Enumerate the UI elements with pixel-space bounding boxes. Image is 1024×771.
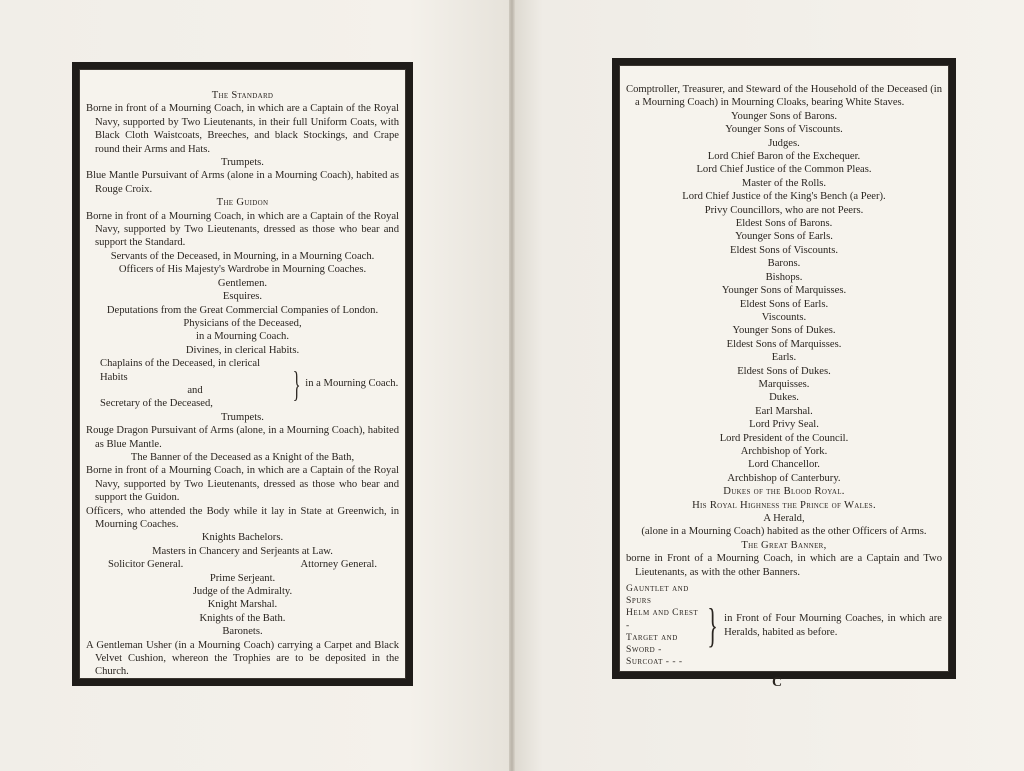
text-line: Officers of His Majesty's Wardrobe in Mourning Coaches.: [118, 264, 367, 276]
brace-left-line: Gauntlet and Spurs: [626, 583, 689, 607]
brace-left-line: Target and Sword -: [626, 631, 678, 656]
book-gutter: [509, 0, 515, 771]
text-line: Masters in Chancery and Serjeants at Law.: [152, 545, 333, 557]
text-line: Officers, who attended the Body while it lay in State at Greenwich, in Mourning Coaches.: [86, 505, 399, 530]
text-line: Archbishop of Canterbury.: [727, 472, 841, 484]
attorney-general-text: Attorney General.: [300, 559, 377, 571]
left-page-text: [86, 89, 399, 679]
text-line: Lord Privy Seal.: [749, 419, 819, 431]
text-line: His Royal Highness the Prince of Wales.: [692, 499, 876, 511]
text-line: A Gentleman Usher (in a Mourning Coach) carrying a Carpet and Black Velvet Cushion, whereon the Trophies are to be deposited in the Church.: [86, 639, 399, 678]
text-line: Earl Marshal.: [755, 405, 813, 417]
text-line: Blue Mantle Pursuivant of Arms (alone in a Mourning Coach), habited as Rouge Croix.: [86, 170, 399, 195]
text-line: Borne in front of a Mourning Coach, in which are a Captain of the Royal Navy, supported by Two Lieutenants, dressed as those who bear and support the Standard.: [86, 210, 399, 249]
brace-left-line: Chaplains of the Deceased, in clerical Habits: [100, 358, 261, 383]
text-line: Barons.: [767, 258, 801, 270]
text-line: Bishops.: [765, 271, 803, 283]
text-line: Knights Bachelors.: [201, 532, 284, 544]
text-line: Esquires.: [222, 291, 263, 303]
text-line: The Banner of the Deceased as a Knight of the Bath,: [130, 451, 355, 463]
text-line: Younger Sons of Dukes.: [732, 325, 836, 337]
text-line: Dukes.: [769, 392, 799, 404]
text-line: Lord Chief Baron of the Exchequer.: [707, 151, 861, 163]
text-line: Archbishop of York.: [740, 445, 828, 457]
text-line: Marquisses.: [758, 378, 810, 390]
right-page-text: [626, 83, 942, 668]
brace-left-line: Secretary of the Deceased,: [100, 398, 213, 410]
text-line: Divines, in clerical Habits.: [185, 344, 300, 356]
text-line: A Herald,: [763, 513, 805, 524]
text-line: Deputations from the Great Commercial Companies of London.: [106, 304, 379, 316]
text-line: Eldest Sons of Earls.: [739, 298, 829, 310]
text-line: Younger Sons of Barons.: [730, 110, 838, 122]
text-line: Prime Serjeant.: [209, 572, 276, 584]
text-line: Lord President of the Council.: [719, 432, 849, 444]
right-page-frame: [612, 58, 956, 679]
text-line: Lord Chief Justice of the Common Pleas.: [696, 164, 872, 176]
text-line: Lord Chancellor.: [748, 459, 820, 471]
text-line: Lord Chief Justice of the King's Bench (a Peer).: [682, 191, 886, 203]
text-line: Judges.: [768, 137, 800, 149]
brace-left-line: Helm and Crest -: [626, 607, 699, 631]
text-line: Physicians of the Deceased,: [183, 317, 302, 329]
text-line: Earls.: [771, 352, 797, 364]
text-line: Servants of the Deceased, in Mourning, in a Mourning Coach.: [110, 250, 375, 262]
text-line: Rouge Dragon Pursuivant of Arms (alone, in a Mourning Coach), habited as Blue Mantle.: [86, 425, 399, 450]
text-line: Younger Sons of Marquisses.: [721, 285, 847, 297]
text-line: in a Mourning Coach.: [196, 331, 289, 343]
text-line: Judge of the Admiralty.: [192, 586, 293, 598]
text-line: Trumpets.: [221, 157, 264, 169]
solicitor-general-text: Solicitor General.: [108, 559, 184, 571]
text-line: Borne in front of a Mourning Coach, in which are a Captain of the Royal Navy, supported by Two Lieutenants, dressed as those who bear and support the Guidon.: [86, 465, 399, 504]
text-line: Younger Sons of Earls.: [735, 231, 833, 243]
text-line: Privy Councillors, who are not Peers.: [704, 204, 864, 216]
text-line: Younger Sons of Viscounts.: [725, 124, 843, 136]
signature-mark: C: [772, 675, 783, 690]
text-line: The Great Banner,: [741, 539, 827, 551]
text-line: borne in Front of a Mourning Coach, in which are a Captain and Two Lieutenants, as with the other Banners.: [626, 553, 942, 578]
text-line: Eldest Sons of Barons.: [735, 218, 833, 230]
text-line: Gentlemen.: [217, 277, 268, 289]
text-line: Eldest Sons of Dukes.: [737, 365, 831, 377]
brace-left-line: Surcoat - - -: [626, 656, 683, 668]
brace-right-text: in a Mourning Coach.: [305, 378, 399, 390]
text-line: Master of the Rolls.: [741, 177, 827, 189]
curly-brace-icon: }: [292, 363, 301, 404]
text-line: The Guidon: [216, 197, 269, 209]
text-line: Knights of the Bath.: [199, 612, 286, 624]
brace-left-line: and: [187, 384, 203, 396]
text-line: (alone in a Mourning Coach) habited as the other Officers of Arms.: [641, 526, 927, 538]
text-line: Eldest Sons of Marquisses.: [726, 338, 842, 350]
text-line: The Standard: [211, 90, 274, 101]
text-line: Viscounts.: [761, 311, 807, 323]
curly-brace-icon: }: [707, 598, 718, 652]
text-line: Knight Marshal.: [207, 599, 278, 611]
chaplains-brace-group: [86, 357, 399, 411]
heralds-brace-group: [626, 583, 942, 668]
left-page-frame: [72, 62, 413, 686]
brace-right-text: in Front of Four Mourning Coaches, in which are Heralds, habited as before.: [724, 613, 942, 638]
text-line: Eldest Sons of Viscounts.: [729, 244, 839, 256]
text-line: Dukes of the Blood Royal.: [723, 486, 845, 498]
text-line: Trumpets.: [221, 411, 264, 423]
text-line: Baronets.: [222, 626, 263, 638]
text-line: Borne in front of a Mourning Coach, in which are a Captain of the Royal Navy, supported by Two Lieutenants, in their full Uniform Coats, with Black Cloth Waistcoats, Breeches, and black Stockings, and Crape round their Arms and Hats.: [86, 103, 399, 155]
text-line: Comptroller, Treasurer, and Steward of the Household of the Deceased (in a Mourning Coach) in Mourning Cloaks, bearing White Staves.: [626, 84, 942, 109]
solicitor-attorney-line: [86, 558, 399, 571]
